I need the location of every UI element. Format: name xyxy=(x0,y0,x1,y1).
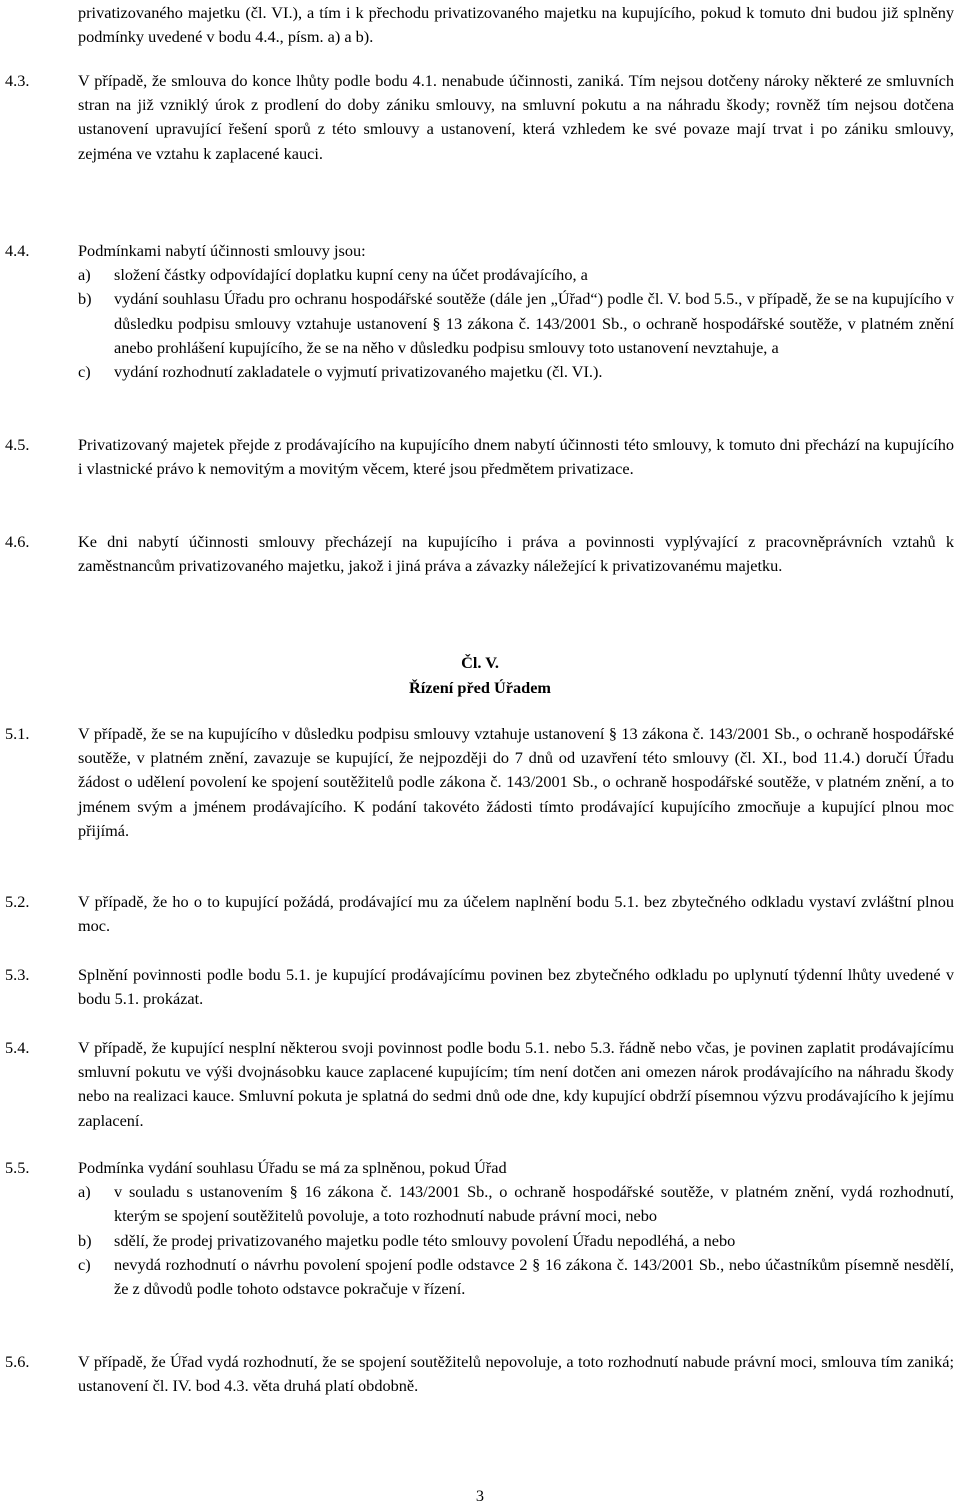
item-text: vydání souhlasu Úřadu pro ochranu hospodářské soutěže (dále jen „Úřad“) podle čl. V. bod 5.5., v případě, že se na kupujícího v důsledku podpisu smlouvy vztahuje ustanovení § 13 zákona č. 143/2001 Sb., o ochraně hospodářské soutěže, v platném znění anebo prohlášení kupujícího, že se na něho v důsledku podpisu smlouvy toto ustanovení nevztahuje, a xyxy=(114,289,954,357)
section-5-2 xyxy=(0,890,960,938)
section-text: Splnění povinnosti podle bodu 5.1. je kupující prodávajícímu povinen bez zbytečného odkladu po uplynutí týdenní lhůty uvedené v bodu 5.1. prokázat. xyxy=(78,965,954,1009)
section-text: V případě, že se na kupujícího v důsledku podpisu smlouvy vztahuje ustanovení § 13 zákona č. 143/2001 Sb., o ochraně hospodářské soutěže, v platném znění, zavazuje se kupující, že nejpozději do 7 dnů od uzavření této smlouvy (čl. XI., bod 11.4.) doručí Úřadu žádost o udělení povolení ke spojení soutěžitelů podle zákona č. 143/2001 Sb., o ochraně hospodářské soutěže, v platném znění, a to jménem svým a jménem prodávajícího. K podání takovéto žádosti tímto prodávající kupujícího zmocňuje a kupující plnou moc přijímá. xyxy=(78,724,954,840)
item-text: nevydá rozhodnutí o návrhu povolení spojení podle odstavce 2 § 16 zákona č. 143/2001 Sb., nebo účastníkům písemně nesdělí, že z důvodů podle tohoto odstavce pokračuje v řízení. xyxy=(114,1254,954,1299)
page-number: 3 xyxy=(475,1486,485,1505)
article-label: Čl. V. xyxy=(461,653,499,672)
list-item-a xyxy=(78,1180,954,1228)
section-number: 4.3. xyxy=(5,71,30,90)
section-text: Podmínka vydání souhlasu Úřadu se má za splněnou, pokud Úřad xyxy=(78,1158,507,1177)
section-number: 4.4. xyxy=(5,241,30,260)
section-5-1 xyxy=(0,722,960,843)
section-number: 4.6. xyxy=(5,532,30,551)
section-4-5 xyxy=(0,433,960,481)
section-number: 5.5. xyxy=(5,1158,30,1177)
section-number: 4.5. xyxy=(5,435,30,454)
item-text: vydání rozhodnutí zakladatele o vyjmutí privatizovaného majetku (čl. VI.). xyxy=(114,362,603,382)
list-item-c xyxy=(78,360,954,384)
section-text: V případě, že smlouva do konce lhůty podle bodu 4.1. nenabude účinnosti, zaniká. Tím nejsou dotčeny nároky některé ze smluvních stran na již vzniklý úrok z prodlení do doby zániku smlouvy, na smluvní pokutu a na náhradu škody; rovněž tím nejsou dotčena ustanovení upravující řešení sporů z této smlouvy a ustanovení, která vzhledem ke své povaze mají trvat i po zániku smlouvy, zejména ve vztahu k zaplacené kauci. xyxy=(78,71,954,163)
section-5-5 xyxy=(0,1156,960,1301)
list-item-c xyxy=(78,1253,954,1301)
section-4-3 xyxy=(0,69,960,166)
section-number: 5.3. xyxy=(5,965,30,984)
section-text: V případě, že ho o to kupující požádá, prodávající mu za účelem naplnění bodu 5.1. bez zbytečného odkladu vystaví zvláštní plnou moc. xyxy=(78,892,954,936)
intro-text: privatizovaného majetku (čl. VI.), a tím i k přechodu privatizovaného majetku na kupujícího, pokud k tomuto dni budou již splněny podmínky uvedené v bodu 4.4., písm. a) a b). xyxy=(78,3,954,47)
section-text: Podmínkami nabytí účinnosti smlouvy jsou: xyxy=(78,241,366,260)
section-number: 5.2. xyxy=(5,892,30,911)
section-4-6 xyxy=(0,530,960,578)
item-text: složení částky odpovídající doplatku kupní ceny na účet prodávajícího, a xyxy=(114,265,588,285)
intro-paragraph xyxy=(0,1,960,49)
item-text: sdělí, že prodej privatizovaného majetku podle této smlouvy povolení Úřadu nepodléhá, a nebo xyxy=(114,1230,736,1250)
section-4-4 xyxy=(0,239,960,384)
item-letter: c) xyxy=(78,1254,91,1274)
item-text: v souladu s ustanovením § 16 zákona č. 143/2001 Sb., o ochraně hospodářské soutěže, v platném znění, vydá rozhodnutí, kterým se spojení soutěžitelů povoluje, a toto rozhodnutí nabude právní moci, nebo xyxy=(114,1182,954,1226)
section-5-3 xyxy=(0,963,960,1011)
section-text: V případě, že kupující nesplní některou svoji povinnost podle bodu 5.1. nebo 5.3. řádně nebo včas, je povinen zaplatit prodávajícímu smluvní pokutu ve výši dvojnásobku kauce zaplacené kupujícím; tím není dotčen ani omezen nárok prodávajícího na náhradu škody nebo na realizaci kauce. Smluvní pokuta je splatná do sedmi dnů ode dne, kdy kupující obdrží písemnou výzvu prodávajícího k jejímu zaplacení. xyxy=(78,1038,954,1130)
list-item-b xyxy=(78,287,954,360)
section-5-6 xyxy=(0,1350,960,1398)
article-title: Řízení před Úřadem xyxy=(409,678,551,697)
item-letter: b) xyxy=(78,1230,92,1250)
item-letter: b) xyxy=(78,289,92,309)
item-letter: a) xyxy=(78,265,91,285)
item-letter: a) xyxy=(78,1182,91,1202)
section-text: Ke dni nabytí účinnosti smlouvy přecházejí na kupujícího i práva a povinnosti vyplývající z pracovněprávních vztahů k zaměstnancům privatizovaného majetku, jakož i jiná práva a závazky náležející k privatizovanému majetku. xyxy=(78,532,954,576)
section-number: 5.1. xyxy=(5,724,30,743)
list-item-b xyxy=(78,1229,954,1253)
section-text: V případě, že Úřad vydá rozhodnutí, že se spojení soutěžitelů nepovoluje, a toto rozhodnutí nabude právní moci, smlouva tím zaniká; ustanovení čl. IV. bod 4.3. věta druhá platí obdobně. xyxy=(78,1352,954,1396)
section-5-4 xyxy=(0,1036,960,1133)
list-item-a xyxy=(78,263,954,287)
item-letter: c) xyxy=(78,362,91,382)
section-number: 5.4. xyxy=(5,1038,30,1057)
section-number: 5.6. xyxy=(5,1352,30,1371)
section-text: Privatizovaný majetek přejde z prodávajícího na kupujícího dnem nabytí účinnosti této smlouvy, k tomuto dni přechází na kupujícího i vlastnické právo k nemovitým a movitým věcem, které jsou předmětem privatizace. xyxy=(78,435,954,479)
